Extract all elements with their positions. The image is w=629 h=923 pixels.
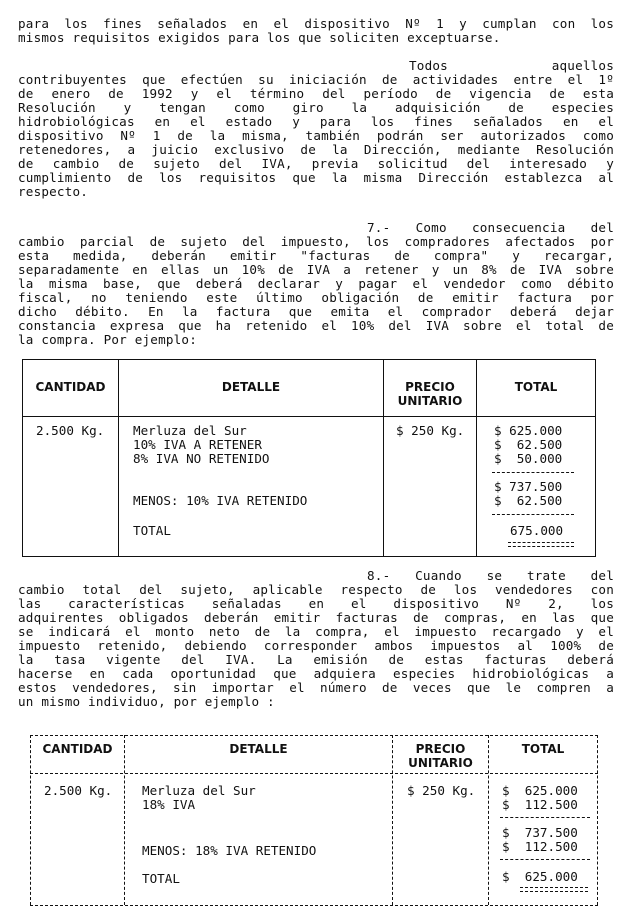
paragraph-line: cambio parcial de sujeto del impuesto, los compradores afectados por xyxy=(18,235,614,249)
column-header-price: PRECIO xyxy=(415,742,466,756)
paragraph-line: retenedores, a juicio exclusivo de la Dirección, mediante Resolución xyxy=(18,143,614,157)
detail-item: Merluza del Sur xyxy=(133,423,247,438)
paragraph-line: hacerse en cada oportunidad que adquiera especies hidrobiológicas a xyxy=(18,667,614,681)
total-amount: $ 625.000 xyxy=(502,869,578,884)
unit-price: $ 250 Kg. xyxy=(407,783,476,798)
detail-item: Merluza del Sur xyxy=(142,783,256,798)
less-withheld-amount: $ 112.500 xyxy=(502,839,578,854)
paragraph-line: adquirentes obligados deberán emitir facturas de compras, en las que xyxy=(18,611,614,625)
column-header-price-unit: UNITARIO xyxy=(397,394,463,408)
paragraph-line: fiscal, no teniendo este último obligación de emitir factura por xyxy=(18,291,614,305)
paragraph-line: Todos aquellos xyxy=(409,59,614,73)
column-header-detail: DETALLE xyxy=(229,742,288,756)
total-label: TOTAL xyxy=(142,871,180,886)
paragraph-line: constancia expresa que ha retenido el 10% del IVA sobre el total de xyxy=(18,319,614,333)
table-border xyxy=(30,773,598,774)
table-border xyxy=(30,905,598,906)
table-border xyxy=(30,735,598,736)
detail-item: 10% IVA A RETENER xyxy=(133,437,262,452)
quantity-value: 2.500 Kg. xyxy=(36,423,105,438)
column-header-total: TOTAL xyxy=(514,380,558,394)
amount: $ 50.000 xyxy=(494,451,563,466)
paragraph-line: de enero de 1992 y el término del período de vigencia de esta xyxy=(18,87,614,101)
total-double-rule xyxy=(508,542,574,547)
table-border xyxy=(124,735,125,905)
paragraph-line: la tasa vigente del IVA. La emisión de estas facturas deberá xyxy=(18,653,614,667)
paragraph-line: las características señaladas en el dispositivo Nº 2, los xyxy=(18,597,614,611)
paragraph-line: impuesto retenido, debiendo corresponder ambos impuestos al 100% de xyxy=(18,639,614,653)
paragraph-line: separadamente en ellas un 10% de IVA a retener y un 8% de IVA sobre xyxy=(18,263,614,277)
column-header-price: PRECIO xyxy=(405,380,455,394)
paragraph-line: la misma base, que deberá declarar y pagar el vendedor como débito xyxy=(18,277,614,291)
paragraph-line: de cambio de sujeto del IVA, previa solicitud del interesado y xyxy=(18,157,614,171)
subtotal-rule xyxy=(492,472,574,473)
paragraph-line: respecto. xyxy=(18,185,89,199)
column-header-detail: DETALLE xyxy=(221,380,281,394)
total-rule xyxy=(492,514,574,515)
column-header-quantity: CANTIDAD xyxy=(35,380,106,394)
total-double-rule xyxy=(520,887,588,892)
table-border xyxy=(488,735,489,905)
table-border xyxy=(22,416,596,417)
paragraph-line: cambio total del sujeto, aplicable respecto de los vendedores con xyxy=(18,583,614,597)
paragraph-line: un mismo individuo, por ejemplo : xyxy=(18,695,275,709)
paragraph-line: 7.- Como consecuencia del xyxy=(367,221,614,235)
paragraph-line: para los fines señalados en el dispositivo Nº 1 y cumplan con los xyxy=(18,17,614,31)
paragraph-line: estos vendedores, sin importar el número de veces que le compren a xyxy=(18,681,614,695)
paragraph-line: Resolución y tengan como giro la adquisición de especies xyxy=(18,101,614,115)
subtotal-amount: $ 737.500 xyxy=(502,825,578,840)
detail-item: 8% IVA NO RETENIDO xyxy=(133,451,270,466)
table-border xyxy=(22,556,596,557)
paragraph-line: dispositivo Nº 1 de la misma, también podrán ser autorizados como xyxy=(18,129,614,143)
column-header-total: TOTAL xyxy=(521,742,565,756)
subtotal-amount: $ 737.500 xyxy=(494,479,563,494)
paragraph-line: hidrobiológicas en el estado y para los fines señalados en el xyxy=(18,115,614,129)
paragraph-line: mismos requisitos exigidos para los que soliciten exceptuarse. xyxy=(18,31,501,45)
paragraph-line: dicho débito. En la factura que emita el comprador deberá dejar xyxy=(18,305,614,319)
subtotal-rule xyxy=(500,817,590,818)
column-header-price-unit: UNITARIO xyxy=(408,756,473,770)
amount: $ 625.000 xyxy=(494,423,563,438)
less-withheld-label: MENOS: 18% IVA RETENIDO xyxy=(142,843,317,858)
total-amount: 675.000 xyxy=(510,523,564,538)
total-rule xyxy=(500,859,590,860)
detail-item: 18% IVA xyxy=(142,797,196,812)
amount: $ 62.500 xyxy=(494,437,563,452)
unit-price: $ 250 Kg. xyxy=(396,423,465,438)
quantity-value: 2.500 Kg. xyxy=(44,783,113,798)
paragraph-line: se indicará el monto neto de la compra, el impuesto recargado y el xyxy=(18,625,614,639)
total-label: TOTAL xyxy=(133,523,171,538)
amount: $ 112.500 xyxy=(502,797,578,812)
paragraph-line: 8.- Cuando se trate del xyxy=(367,569,614,583)
less-withheld-amount: $ 62.500 xyxy=(494,493,563,508)
paragraph-line: cumplimiento de los requisitos que la misma Dirección establezca al xyxy=(18,171,614,185)
amount: $ 625.000 xyxy=(502,783,578,798)
paragraph-line: esta medida, deberán emitir "facturas de compra" y recargar, xyxy=(18,249,614,263)
less-withheld-label: MENOS: 10% IVA RETENIDO xyxy=(133,493,308,508)
paragraph-line: la compra. Por ejemplo: xyxy=(18,333,197,347)
column-header-quantity: CANTIDAD xyxy=(42,742,113,756)
table-border xyxy=(595,359,596,556)
table-border xyxy=(597,735,598,905)
table-border xyxy=(30,735,31,905)
table-border xyxy=(22,359,596,360)
paragraph-line: contribuyentes que efectúen su iniciación de actividades entre el 1º xyxy=(18,73,614,87)
